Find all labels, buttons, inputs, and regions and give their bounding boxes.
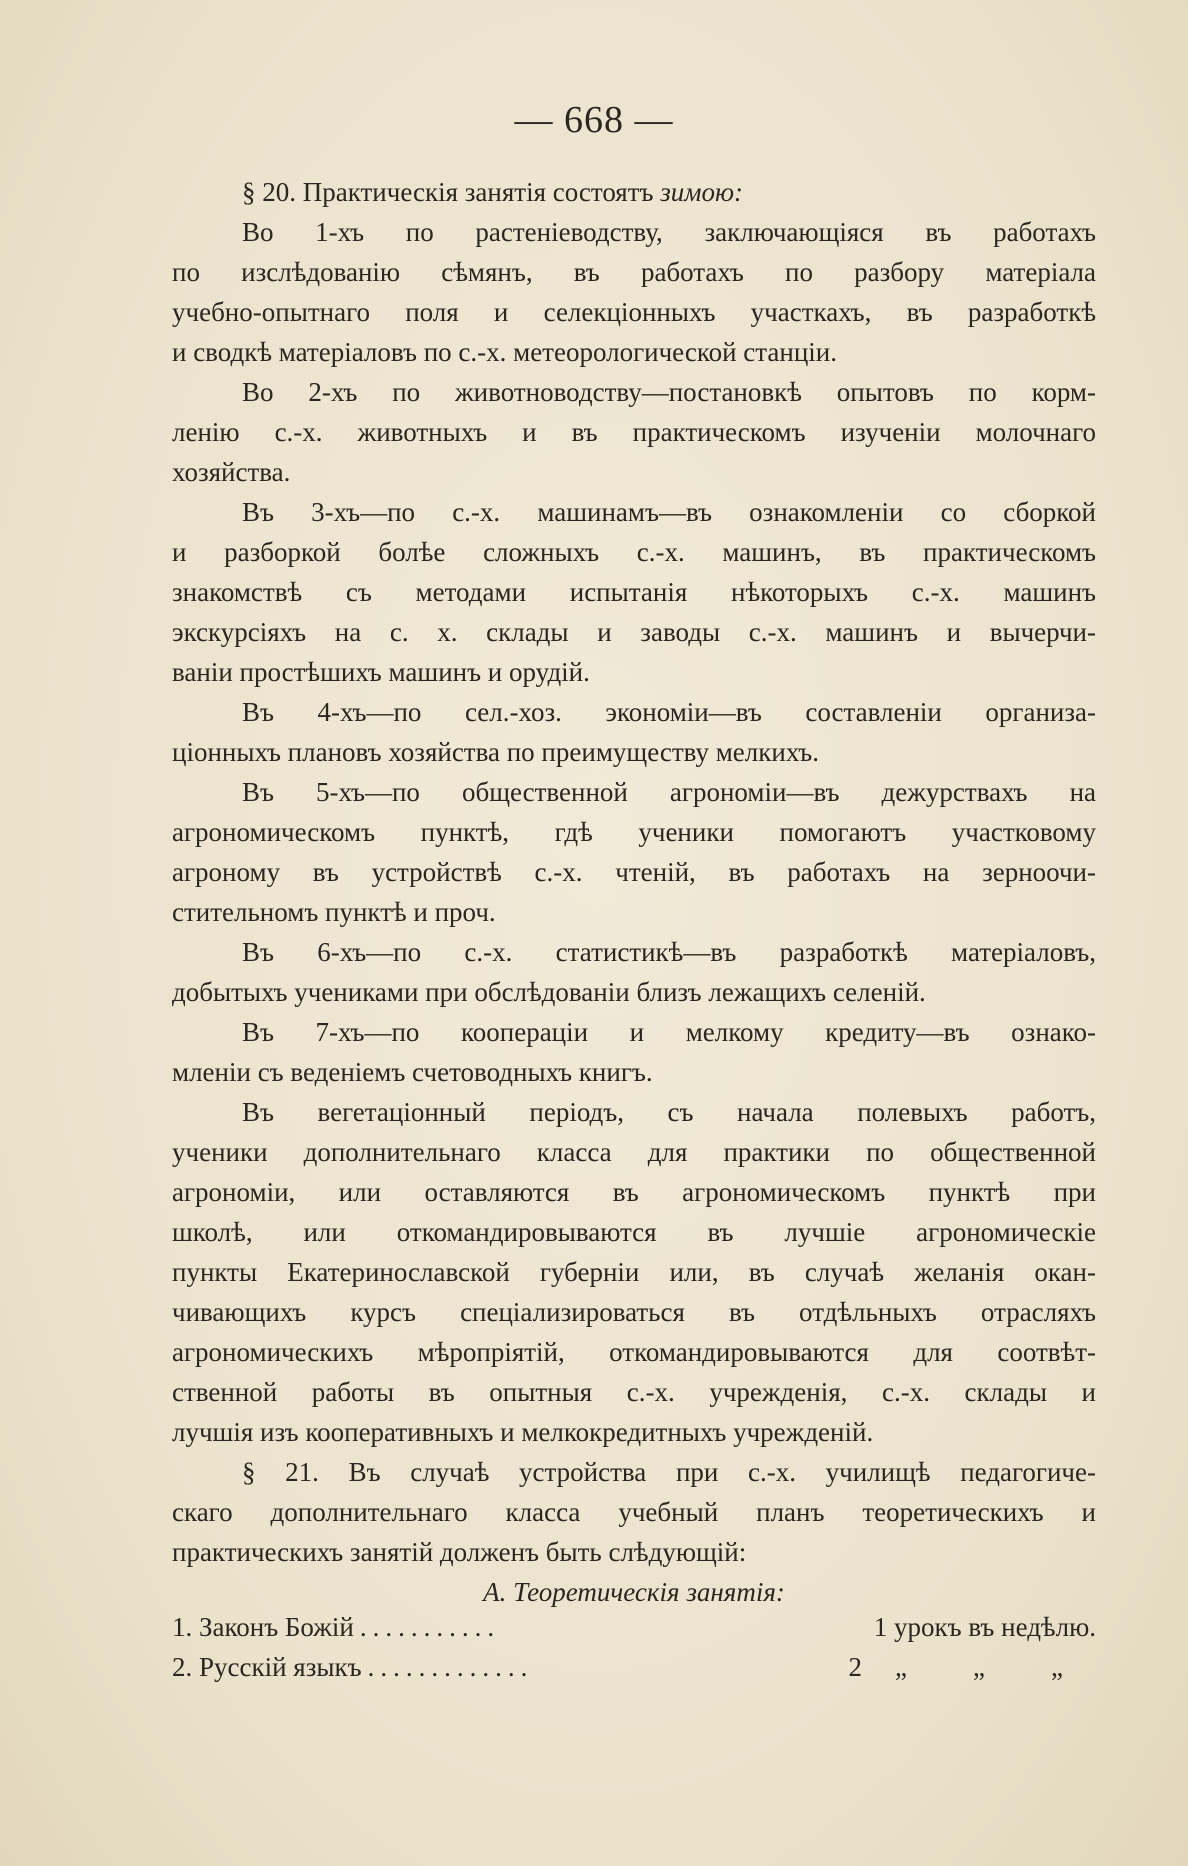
ditto-mark: „: [973, 1652, 985, 1682]
paragraph-line: Во 2-хъ по животноводству—постановкѣ опытовъ по корм-: [242, 377, 1096, 407]
paragraph-line: ленію с.-х. животныхъ и въ практическомъ изученіи молочнаго: [172, 417, 1096, 447]
paragraph-line: ственной работы въ опытныя с.-х. учрежденія, с.-х. склады и: [172, 1377, 1096, 1407]
paragraph-line: практическихъ занятій долженъ быть слѣдующій:: [172, 1537, 747, 1567]
paragraph-line: чивающихъ курсъ спеціализироваться въ отдѣльныхъ отрасляхъ: [172, 1297, 1096, 1327]
paragraph-line: § 20. Практическія занятія состоятъ зимою:: [242, 177, 744, 207]
page-number: — 668 —: [514, 99, 674, 141]
paragraph-line: хозяйства.: [172, 457, 291, 487]
paragraph-line: стительномъ пунктѣ и проч.: [172, 897, 496, 927]
list-item-value: 1 урокъ въ недѣлю.: [873, 1612, 1096, 1642]
list-item-value: 2 „ „ „: [849, 1652, 1097, 1683]
leader-dots: ...........: [359, 1612, 501, 1642]
paragraph-line: Въ 4-хъ—по сел.-хоз. экономіи—въ составленіи организа-: [242, 697, 1096, 727]
paragraph-line: ваніи простѣшихъ машинъ и орудій.: [172, 657, 590, 687]
paragraph-line: ученики дополнительнаго класса для практики по общественной: [172, 1137, 1096, 1167]
paragraph-line: скаго дополнительнаго класса учебный планъ теоретическихъ и: [172, 1497, 1096, 1527]
list-item-label: 1. Законъ Божій: [172, 1612, 354, 1642]
paragraph-line: пункты Екатеринославской губерніи или, въ случаѣ желанія окан-: [172, 1257, 1096, 1287]
paragraph-line: по изслѣдованію сѣмянъ, въ работахъ по разбору матеріала: [172, 257, 1096, 287]
paragraph-line: агрономическомъ пунктѣ, гдѣ ученики помогаютъ участковому: [172, 817, 1096, 847]
section-heading: А. Теоретическія занятія:: [483, 1577, 785, 1607]
leader-dots: .............: [367, 1652, 534, 1682]
lesson-list: [172, 1612, 1096, 1692]
ditto-mark: „: [895, 1652, 907, 1682]
paragraph-line: ціонныхъ плановъ хозяйства по преимуществу мелкихъ.: [172, 737, 819, 767]
paragraph-line: Въ вегетаціонный періодъ, съ начала полевыхъ работъ,: [242, 1097, 1096, 1127]
paragraph-line: мленіи съ веденіемъ счетоводныхъ книгъ.: [172, 1057, 653, 1087]
paragraph-line: агрономіи, или оставляются въ агрономическомъ пунктѣ при: [172, 1177, 1096, 1207]
paragraph-line: знакомствѣ съ методами испытанія нѣкоторыхъ с.-х. машинъ: [172, 577, 1096, 607]
paragraph-line: лучшія изъ кооперативныхъ и мелкокредитныхъ учрежденій.: [172, 1417, 874, 1447]
paragraph-line: агроному въ устройствѣ с.-х. чтеній, въ работахъ на зерноочи-: [172, 857, 1096, 887]
paragraph-line: Въ 3-хъ—по с.-х. машинамъ—въ ознакомленіи со сборкой: [242, 497, 1096, 527]
paragraph-line: Во 1-хъ по растеніеводству, заключающіяся въ работахъ: [242, 217, 1096, 247]
paragraph-line: и сводкѣ матеріаловъ по с.-х. метеорологической станціи.: [172, 337, 837, 367]
paragraph-line: Въ 7-хъ—по коопераціи и мелкому кредиту—въ ознако-: [242, 1017, 1096, 1047]
ditto-mark: „: [1051, 1652, 1063, 1682]
paragraph-line: школѣ, или откомандировываются въ лучшіе агрономическіе: [172, 1217, 1096, 1247]
paragraph-line: и разборкой болѣе сложныхъ с.-х. машинъ, въ практическомъ: [172, 537, 1096, 567]
body-text: [172, 172, 1096, 1612]
list-item: [172, 1612, 1096, 1652]
list-item: [172, 1652, 1096, 1692]
paragraph-line: § 21. Въ случаѣ устройства при с.-х. училищѣ педагогиче-: [242, 1457, 1096, 1487]
list-item-label: 2. Русскій языкъ: [172, 1652, 362, 1682]
paragraph-line: Въ 5-хъ—по общественной агрономіи—въ дежурствахъ на: [242, 777, 1096, 807]
paragraph-line: агрономическихъ мѣропріятій, откомандировываются для соотвѣт-: [172, 1337, 1096, 1367]
paragraph-line: Въ 6-хъ—по с.-х. статистикѣ—въ разработкѣ матеріаловъ,: [242, 937, 1096, 967]
paragraph-line: экскурсіяхъ на с. х. склады и заводы с.-х. машинъ и вычерчи-: [172, 617, 1096, 647]
paragraph-line: учебно-опытнаго поля и селекціонныхъ участкахъ, въ разработкѣ: [172, 297, 1096, 327]
paragraph-line: добытыхъ учениками при обслѣдованіи близъ лежащихъ селеній.: [172, 977, 926, 1007]
